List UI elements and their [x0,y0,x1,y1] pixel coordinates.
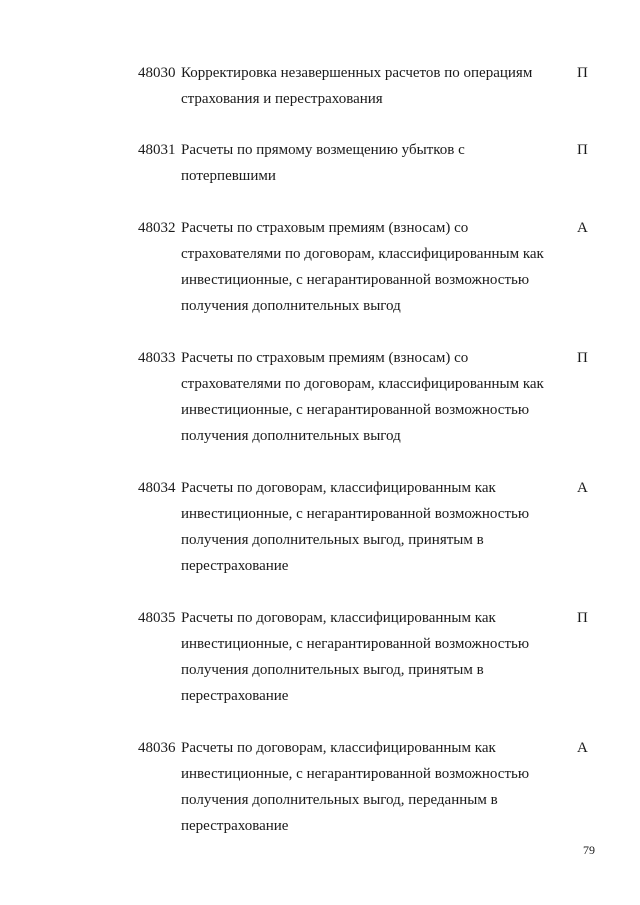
account-sign: А [577,740,588,756]
account-sign: П [577,142,588,158]
account-description [181,605,553,709]
description-line: инвестиционные, с негарантированной возможностью [181,402,530,418]
account-code: 48032 [138,220,176,236]
description-line: перестрахование [181,558,289,574]
description-line: инвестиционные, с негарантированной возможностью [181,636,530,652]
description-line: страхователями по договорам, классифицированным как [181,246,544,262]
account-sign: А [577,480,588,496]
description-line: получения дополнительных выгод, переданным в [181,792,498,808]
page-number: 79 [583,843,595,857]
description-line: инвестиционные, с негарантированной возможностью [181,766,530,782]
account-description [181,137,553,189]
description-line: Расчеты по договорам, классифицированным как [181,480,496,496]
description-line: Расчеты по прямому возмещению убытков с [181,142,465,158]
account-sign: П [577,65,588,81]
account-code: 48033 [138,350,176,366]
description-line: перестрахование [181,818,289,834]
account-code: 48034 [138,480,176,496]
account-description [181,60,553,112]
account-description [181,215,553,319]
account-code: 48031 [138,142,176,158]
account-sign: А [577,220,588,236]
description-line: потерпевшими [181,168,276,184]
description-line: получения дополнительных выгод, принятым в [181,662,484,678]
account-code: 48036 [138,740,176,756]
description-line: инвестиционные, с негарантированной возможностью [181,272,530,288]
description-line: получения дополнительных выгод [181,298,401,314]
description-line: получения дополнительных выгод, принятым в [181,532,484,548]
account-description [181,475,553,579]
description-line: Расчеты по договорам, классифицированным как [181,610,496,626]
description-line: страхователями по договорам, классифицированным как [181,376,544,392]
account-code: 48035 [138,610,176,626]
account-description [181,735,553,839]
account-sign: П [577,350,588,366]
account-description [181,345,553,449]
description-line: Расчеты по договорам, классифицированным как [181,740,496,756]
description-line: перестрахование [181,688,289,704]
description-line: инвестиционные, с негарантированной возможностью [181,506,530,522]
account-sign: П [577,610,588,626]
description-line: Расчеты по страховым премиям (взносам) со [181,350,469,366]
account-code: 48030 [138,65,176,81]
description-line: страхования и перестрахования [181,91,383,107]
description-line: Корректировка незавершенных расчетов по операциям [181,65,533,81]
description-line: Расчеты по страховым премиям (взносам) со [181,220,469,236]
description-line: получения дополнительных выгод [181,428,401,444]
